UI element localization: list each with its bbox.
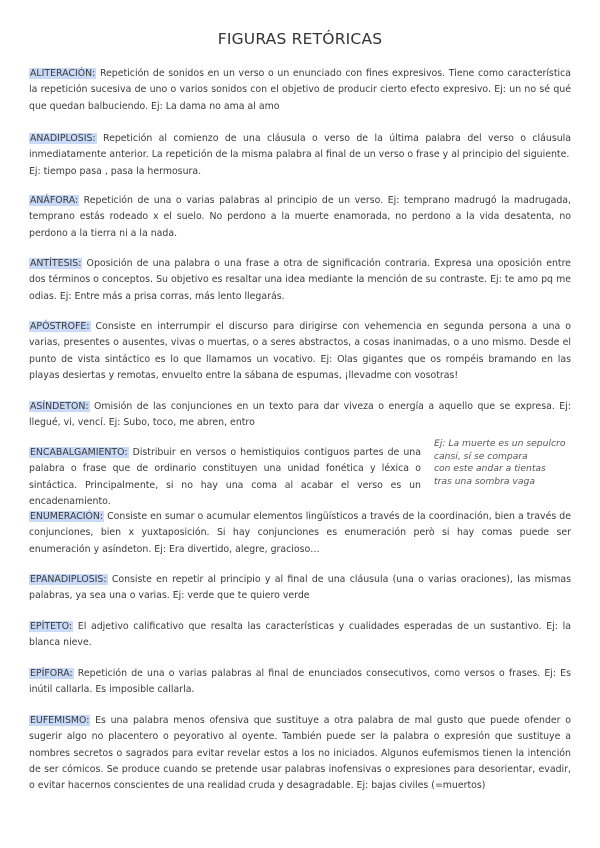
definition-epifora: Repetición de una o varias palabras al final de enunciados consecutivos, como versos o frases. Ej: Es inútil callarla. Es imposible callarla.	[29, 668, 571, 696]
entry-epanadiplosis	[29, 572, 571, 605]
term-antitesis: ANTÍTESIS:	[30, 258, 82, 269]
term-aliteracion: ALITERACIÓN:	[30, 68, 96, 79]
definition-epanadiplosis: Consiste en repetir al principio y al final de una cláusula (una o varias oraciones), las mismas palabras, ya sea una o varias. Ej: verde que te quiero verde	[29, 574, 571, 602]
definition-encabalgamiento: Distribuir en versos o hemistiquios contiguos partes de una palabra o frase que de ordinario constituyen una unidad fonética y léxica o sintáctica. Principalmente, si no hay una coma al acabar el verso es un encadenamiento.	[29, 447, 421, 507]
entry-eufemismo	[29, 713, 571, 794]
term-epiteto: EPÍTETO:	[30, 621, 73, 632]
entry-encabalgamiento	[29, 445, 421, 510]
poem-line: Ej: La muerte es un sepulcro	[434, 438, 566, 449]
entry-anadiplosis	[29, 131, 571, 180]
definition-aliteracion: Repetición de sonidos en un verso o un enunciado con fines expresivos. Tiene como característica la repetición sucesiva de uno o varios sonidos con el objetivo de producir cierto efecto expresivo. Ej: un no sé qué que quedan balbuciendo. Ej: La dama no ama al amo	[29, 68, 571, 112]
entry-apostrofe	[29, 319, 571, 384]
term-apostrofe: APÓSTROFE:	[30, 321, 90, 332]
term-epanadiplosis: EPANADIPLOSIS:	[30, 574, 107, 585]
definition-eufemismo: Es una palabra menos ofensiva que sustituye a otra palabra de mal gusto que puede ofender o sugerir algo no placentero o peyorativo al oyente. También puede ser la palabra o expresión que sustituye a nombres secretos o sagrados para evitar revelar estos a los no iniciados. Algunos eufemismos tienen la intención de ser cómicos. Se produce cuando se pretende usar palabras inofensivas o expresiones para desorientar, evadir, o evitar hacernos conscientes de una realidad cruda y desagradable. Ej: bajas civiles (=muertos)	[29, 715, 571, 792]
entry-epiteto	[29, 619, 571, 652]
poem-line: con este andar a tientas	[434, 463, 546, 474]
definition-anafora: Repetición de una o varias palabras al principio de un verso. Ej: temprano madrugó la madrugada, temprano estás rodeado x el suelo. No perdono a la muerte enamorada, no perdono a la vida desatenta, no perdono a la tierra ni a la nada.	[29, 195, 571, 239]
term-encabalgamiento: ENCABALGAMIENTO:	[30, 447, 128, 458]
term-enumeracion: ENUMERACIÓN:	[30, 511, 104, 522]
poem-line: tras una sombra vaga	[434, 475, 535, 487]
page-title: FIGURAS RETÓRICAS	[217, 30, 383, 48]
poem-example	[434, 438, 574, 488]
definition-apostrofe: Consiste en interrumpir el discurso para dirigirse con vehemencia en segunda persona a una o varias, presentes o ausentes, vivas o muertas, o a seres abstractos, a cosas inanimadas, o a uno mismo. Desde el punto de vista sintáctico es lo que llamamos un vocativo. Ej: Olas gigantes que os rompéis bramando en las playas desiertas y remotas, envuelto entre la sábana de espumas, ¡llevadme con vosotras!	[29, 321, 571, 381]
definition-enumeracion: Consiste en sumar o acumular elementos lingüísticos a través de la coordinación, bien a través de conjunciones, bien x yuxtaposición. Si hay conjunciones es enumeración però si hay comas puede ser enumeración y asíndeton. Ej: Era divertido, alegre, gracioso…	[29, 511, 571, 555]
term-eufemismo: EUFEMISMO:	[30, 715, 90, 726]
definition-epiteto: El adjetivo calificativo que resalta las características y cualidades esperadas de un sustantivo. Ej: la blanca nieve.	[29, 621, 571, 649]
poem-line: cansi, sí se compara	[434, 450, 528, 462]
term-anadiplosis: ANADIPLOSIS:	[30, 133, 96, 144]
entry-antitesis	[29, 256, 571, 305]
term-asindeton: ASÍNDETON:	[30, 401, 89, 412]
entry-anafora	[29, 193, 571, 242]
example-anadiplosis: Ej: tiempo pasa , pasa la hermosura.	[29, 165, 202, 177]
entry-aliteracion	[29, 66, 571, 115]
definition-asindeton: Omisión de las conjunciones en un texto para dar viveza o energía a aquello que se expresa. Ej: llegué, vi, vencí. Ej: Subo, toco, me abren, entro	[29, 401, 571, 429]
entry-enumeracion	[29, 509, 571, 558]
term-anafora: ANÁFORA:	[30, 195, 79, 206]
entry-epifora	[29, 666, 571, 699]
definition-anadiplosis: Repetición al comienzo de una cláusula o verso de la última palabra del verso o cláusula inmediatamente anterior. La repetición de la misma palabra al final de un verso o frase y al principio del siguiente.	[29, 133, 571, 161]
entry-asindeton	[29, 399, 571, 432]
term-epifora: EPÍFORA:	[30, 668, 73, 679]
definition-antitesis: Oposición de una palabra o una frase a otra de significación contraria. Expresa una oposición entre dos términos o conceptos. Su objetivo es resaltar una idea mediante la mención de su contraste. Ej: te amo pq me odias. Ej: Entre más a prisa corras, más lento llegarás.	[29, 258, 571, 302]
